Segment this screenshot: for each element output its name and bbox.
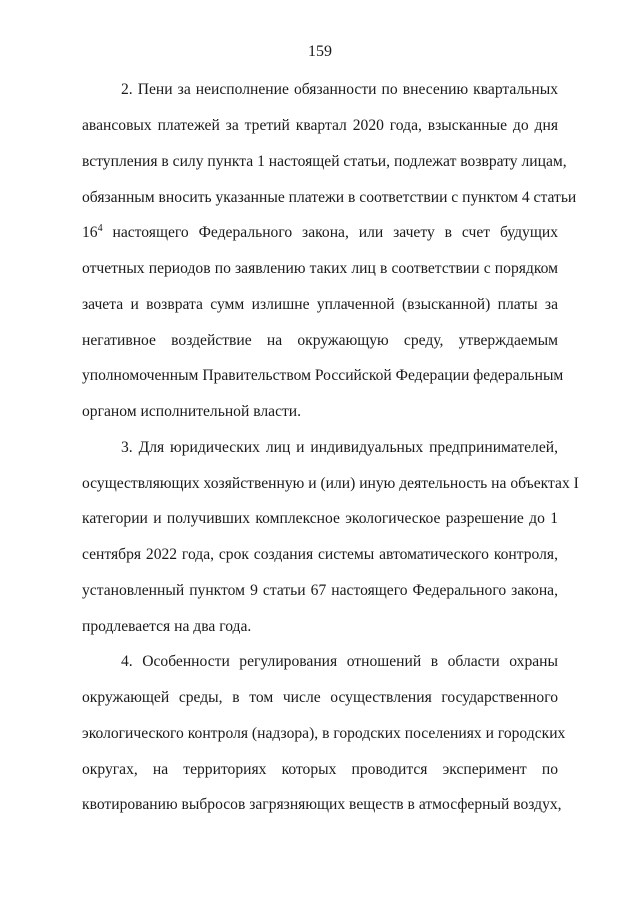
text-line: 4. Особенности регулирования отношений в области охраны — [121, 653, 558, 670]
text-line: округах, на территориях которых проводится эксперимент по — [82, 761, 558, 778]
text-line: негативное воздействие на окружающую среду, утверждаемым — [82, 332, 558, 349]
text-line: авансовых платежей за третий квартал 2020 года, взысканные до дня — [82, 117, 558, 134]
text-line: 3. Для юридических лиц и индивидуальных предпринимателей, — [121, 439, 558, 456]
text-line: окружающей среды, в том числе осуществления государственного — [82, 689, 558, 706]
text-line: органом исполнительной власти. — [82, 403, 302, 420]
text-line: установленный пунктом 9 статьи 67 настоящего Федерального закона, — [82, 582, 558, 599]
text-line: отчетных периодов по заявлению таких лиц в соответствии с порядком — [82, 260, 558, 277]
text-line-rest: настоящего Федерального закона, или зачету в счет будущих — [102, 224, 558, 241]
text-line-with-superscript — [82, 223, 558, 243]
text-line: вступления в силу пункта 1 настоящей статьи, подлежат возврату лицам, — [82, 153, 567, 170]
text-line: обязанным вносить указанные платежи в соответствии с пунктом 4 статьи — [82, 189, 577, 206]
article-superscript: 4 — [97, 223, 103, 234]
text-line: квотированию выбросов загрязняющих веществ в атмосферный воздух, — [82, 796, 562, 813]
text-line: продлевается на два года. — [82, 618, 252, 635]
article-number: 16 — [82, 224, 98, 241]
text-line: зачета и возврата сумм излишне уплаченной (взысканной) платы за — [82, 296, 558, 313]
text-line: осуществляющих хозяйственную и (или) иную деятельность на объектах I — [82, 475, 579, 492]
text-line: сентября 2022 года, срок создания системы автоматического контроля, — [82, 546, 558, 563]
text-line: 2. Пени за неисполнение обязанности по внесению квартальных — [121, 81, 558, 98]
text-line: категории и получивших комплексное экологическое разрешение до 1 — [82, 510, 558, 527]
text-line: уполномоченным Правительством Российской Федерации федеральным — [82, 367, 564, 384]
text-line: экологического контроля (надзора), в городских поселениях и городских — [82, 725, 566, 742]
page-number: 159 — [308, 43, 332, 60]
